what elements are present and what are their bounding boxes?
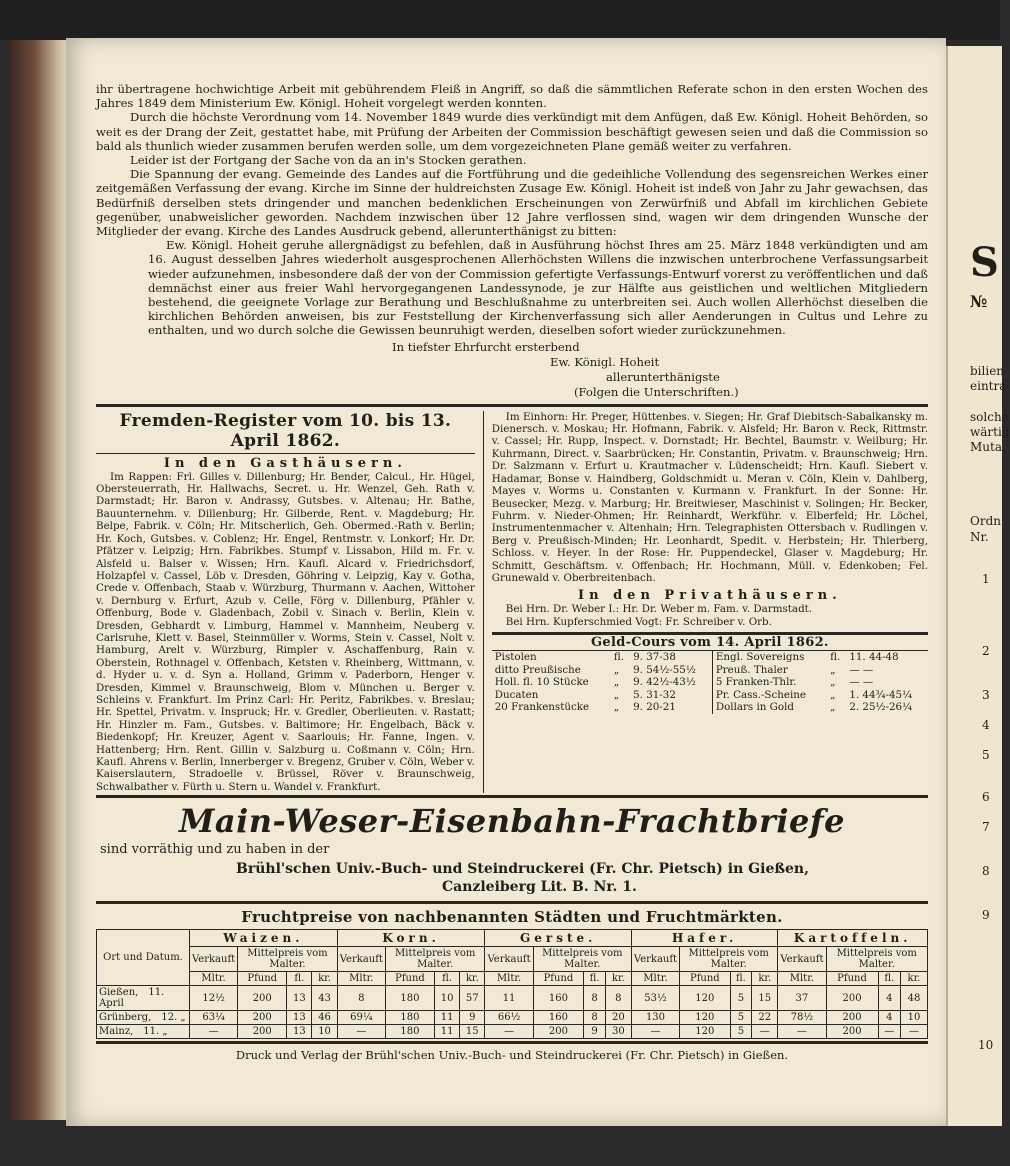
next-page-number: 9	[982, 908, 990, 922]
next-page-number: 10	[978, 1038, 994, 1052]
mittelpreis-header: Mittelpreis vom Malter.	[533, 947, 631, 972]
datum: 12. „	[161, 1012, 186, 1024]
ort-datum-cell	[97, 1011, 190, 1025]
unit-header: kr.	[752, 972, 778, 986]
book-spine-edge	[10, 40, 70, 1120]
price-cell: 11	[485, 986, 533, 1011]
geld-cell: fl.	[613, 651, 625, 664]
grain-header: Waizen.	[190, 930, 338, 947]
section-divider	[96, 1041, 928, 1044]
geld-row	[492, 664, 928, 677]
fremden-left-text: Im Rappen: Frl. Gilles v. Dillenburg; Hr. Bender, Calcul., Hr. Hügel, Obersteuerrath, Hr. Hallwachs, Secret. u. Hr. Wenzel, Geh. Rath v. Darmstadt; Hr. Baron v. Andrassy, Gutsbes. v. Altenau; Hr. Bathe, Bauunternehm. v. Dillenburg; Hr. Gilberde, Rent. v. Magdeburg; Hr. Belpe, Fabrik. v. Cöln; Hr. Mitscherlich, Geh. Obermed.-Rath v. Berlin; Hr. Koch, Gutsbes. v. Coblenz; Hr. Engel, Rentmstr. v. Lonkorf; Hr. Dr. Pfätzer v. Leipzig; Hrn. Fabrikbes. Stumpf v. Lissabon, Hild m. Fr. v. Alsfeld u. Balser v. Wissen; Hrn. Kaufl. Alcard v. Friedrichsdorf, Holzapfel v. Cassel, Löb v. Dresden, Göhring v. Leipzig, Kay v. Gotha, Crede v. Offenbach, Staab v. Würzburg, Thurmann v. Aachen, Wittoher v. Dernburg v. Erfurt, Azub v. Celle, Förg v. Dillenburg, Pfähler v. Offenburg, Bode v. Gladenbach, Zobil v. Sinach v. Berlin, Klein v. Dresden, Gebhardt v. Limburg, Hammel v. Mannheim, Neuberg v. Carlsruhe, Klett v. Basel, Steinmüller v. Worms, Stein v. Cassel, Nolt v. Hamburg, Arelt v. Würzburg, Rimpler v. Aschaffenburg, Rain v. Oberstein, Rothnagel v. Offenbach, Ketsten v. Rheinberg, Wittmann, v. d. Hyder u. v. d. Syn a. Holland, Grimm v. Paderborn, Henger v. Dresden, Kimmel v. Braunschweig, Blom v. München u. Berger v. Schleins v. Frankfurt. Im Prinz Carl: Hr. Peritz, Fabrikbes. v. Breslau; Hr. Spettel, Privatm. v. Inspruck; Hr. v. Gredler, Oberlieuten. v. Rastatt; Hr. Hinzler m. Fam., Gutsbes. v. Baltimore; Hr. Engelbach, Bäck v. Biedenkopf; Hr. Kreuzer, Agent v. Saarlouis; Hr. Fanne, Ingen. v. Hattenberg; Hrn. Rent. Gillin v. Salzburg u. Coßmann v. Cöln; Hrn. Kaufl. Ahrens v. Berlin, Innerberger v. Bregenz, Gruber v. Cöln, Weber v. Kaiserslautern, Stradoelle v. Brüssel, Röver v. Braunschweig, Schwalbather v. Fürth u. Stern u. Wandel v. Frankfurt.	[96, 470, 475, 793]
next-page-text: Ordn	[970, 514, 1001, 528]
advertisement	[96, 802, 928, 895]
next-page-big-letter: S	[970, 239, 999, 286]
geld-cell: Pistolen	[494, 651, 537, 664]
imprint-footer: Druck und Verlag der Brühl'schen Univ.-Buch- und Steindruckerei (Fr. Chr. Pietsch) in Gießen.	[235, 1048, 789, 1063]
next-page-number: 1	[982, 572, 990, 586]
geld-cell: „	[830, 663, 836, 676]
fremden-subtitle: In den Gasthäusern.	[163, 455, 407, 471]
body-paragraph: Durch die höchste Verordnung vom 14. November 1849 wurde dies verkündigt mit dem Anfügen, daß Ew. Königl. Hoheit Behörden, so weit es der Drang der Zeit, gestattet habe, mit Prüfung der Arbeiten der Commission beschäftigt gewesen seien und daß die Commission so bald als thunlich wieder zusammen berufen werden solle, um dem vorgezeichneten Plane gemäß weiter zu verfahren.	[96, 110, 928, 153]
fruit-row	[97, 1025, 928, 1039]
geld-cell: 20 Frankenstücke	[494, 701, 590, 714]
section-divider	[96, 404, 928, 407]
geld-row	[492, 689, 928, 702]
mittelpreis-header: Mittelpreis vom Malter.	[826, 947, 928, 972]
price-cell: 15	[752, 986, 778, 1011]
price-cell: 200	[826, 1011, 878, 1025]
next-page-text: Muta	[970, 440, 1002, 454]
fremden-title: Fremden-Register vom 10. bis 13. April 1862.	[119, 410, 452, 451]
price-cell: 37	[778, 986, 826, 1011]
price-cell: 48	[901, 986, 928, 1011]
geld-cell: 5 Franken-Thlr.	[712, 676, 827, 689]
signature-line: (Folgen die Unterschriften.)	[574, 384, 739, 399]
unit-header: Pfund	[533, 972, 584, 986]
fruit-row	[97, 1011, 928, 1025]
price-cell: 120	[680, 1025, 731, 1039]
geld-row	[492, 651, 928, 664]
price-cell: 200	[238, 1011, 287, 1025]
signature-block	[96, 340, 928, 400]
geld-cell: 2. 25½-26¼	[849, 701, 913, 714]
price-cell: 180	[385, 986, 434, 1011]
next-page-no-mark: №	[970, 292, 988, 311]
verkauft-header: Verkauft	[631, 947, 679, 972]
next-page-number: 8	[982, 864, 990, 878]
price-cell: 5	[730, 1011, 752, 1025]
fremden-left-column	[96, 411, 484, 794]
price-cell: 8	[584, 1011, 606, 1025]
price-cell: 8	[605, 986, 631, 1011]
geld-cell: „	[830, 676, 836, 689]
verkauft-header: Verkauft	[778, 947, 826, 972]
price-cell: 13	[287, 1011, 312, 1025]
price-cell: 5	[730, 1025, 752, 1039]
price-cell: 57	[460, 986, 485, 1011]
divider	[96, 453, 475, 454]
price-cell: 63¼	[190, 1011, 238, 1025]
ort-datum-cell	[97, 986, 190, 1011]
price-cell: 43	[312, 986, 337, 1011]
unit-header: kr.	[901, 972, 928, 986]
geld-cell: „	[830, 701, 836, 714]
grain-header: Gerste.	[485, 930, 631, 947]
datum: 11. April	[99, 987, 165, 1010]
price-cell: 11	[435, 1011, 460, 1025]
verkauft-header: Verkauft	[190, 947, 238, 972]
next-page-text: wärtig	[970, 425, 1010, 439]
fruit-prices-title: Fruchtpreise von nachbenannten Städten und Fruchtmärkten.	[241, 908, 783, 927]
geld-cell: Holl. fl. 10 Stücke	[494, 676, 589, 689]
ad-title: Main-Weser-Eisenbahn-Frachtbriefe	[178, 802, 846, 841]
price-cell: 8	[337, 986, 385, 1011]
verkauft-header: Verkauft	[337, 947, 385, 972]
fremden-register	[96, 411, 928, 794]
unit-header: kr.	[460, 972, 485, 986]
mittelpreis-header: Mittelpreis vom Malter.	[680, 947, 778, 972]
private-house-line: Bei Hrn. Dr. Weber I.: Hr. Dr. Weber m. Fam. v. Darmstadt.	[505, 603, 813, 616]
unit-header: Mltr.	[631, 972, 679, 986]
fremden-right-text: Im Einhorn: Hr. Preger, Hüttenbes. v. Siegen; Hr. Graf Diebitsch-Sabalkansky m. Dienersch. v. Moskau; Hr. Hofmann, Fabrik. v. Alsfeld; Hr. Baron v. Reck, Rittmstr. v. Cassel; Hr. Rupp, Inspect. v. Dornstadt; Hr. Bechtel, Baumstr. v. Weilburg; Hr. Kuhrmann, Direct. v. Saarbrücken; Hr. Constantin, Privatm. v. Braunschweig; Hrn. Dr. Salzmann v. Erfurt u. Krautmacher v. Lüdenscheidt; Hrn. Kaufl. Siebert v. Hadamar, Bonse v. Haindberg, Goldschmidt u. Meran v. Cöln, Klein v. Dahlberg, Mayes v. Worms u. Constanten v. Kurmann v. Frankfurt. In der Sonne: Hr. Beusecker, Mezg. v. Marburg; Hr. Breitwieser, Maschinist v. Solingen; Hr. Becker, Fuhrm. v. Nieder-Ohmen; Hr. Reinhardt, Werkführ. v. Elberfeld; Hr. Löchel, Instrumentenmacher v. Altenhain; Hrn. Telegraphisten Ottersbach v. Rudlingen v. Berg v. Preußisch-Minden; Hr. Leonhardt, Spedit. v. Herbstein; Hr. Thierberg, Schloss. v. Heyer. In der Rose: Hr. Puppendeckel, Glaser v. Magdeburg; Hr. Schmitt, Geschäftsm. v. Offenbach; Hr. Hochmann, Müll. v. Edenkoben; Fel. Grunewald v. Oberbreitenbach.	[491, 410, 928, 584]
price-cell: 4	[878, 986, 900, 1011]
body-paragraph: Leider ist der Fortgang der Sache von da an in's Stocken gerathen.	[130, 153, 527, 168]
fruit-prices-table	[96, 929, 928, 1039]
price-cell: —	[778, 1025, 826, 1039]
geld-cell: ditto Preußische	[494, 663, 581, 676]
ort-name: Grünberg,	[99, 1012, 152, 1024]
unit-header: Mltr.	[778, 972, 826, 986]
signature-line: Ew. Königl. Hoheit	[550, 354, 660, 369]
next-page-number: 3	[982, 688, 990, 702]
geld-cell: „	[830, 688, 836, 701]
unit-header: Pfund	[826, 972, 878, 986]
section-divider	[96, 795, 928, 798]
price-cell: 200	[238, 986, 287, 1011]
next-page-number: 6	[982, 790, 990, 804]
price-cell: 12½	[190, 986, 238, 1011]
grain-header: Hafer.	[631, 930, 777, 947]
geld-cell: 9. 54½-55½	[633, 663, 696, 676]
price-cell: 180	[385, 1025, 434, 1039]
price-cell: 53½	[631, 986, 679, 1011]
geld-row	[492, 701, 928, 714]
fruit-row	[97, 986, 928, 1011]
geld-cell: „	[613, 701, 620, 714]
geld-cell: 9. 42½-43½	[633, 676, 696, 689]
next-page-text: bilien	[970, 364, 1005, 378]
geld-cours-title: Geld-Cours vom 14. April 1862.	[591, 635, 829, 651]
price-cell: 200	[238, 1025, 287, 1039]
unit-header: Mltr.	[190, 972, 238, 986]
price-cell: —	[752, 1025, 778, 1039]
geld-cours-table	[492, 651, 928, 714]
price-cell: 200	[826, 1025, 878, 1039]
geld-cell: Ducaten	[494, 688, 539, 701]
price-cell: 4	[878, 1011, 900, 1025]
unit-header: Mltr.	[337, 972, 385, 986]
section-divider	[96, 901, 928, 904]
body-paragraph: ihr übertragene hochwichtige Arbeit mit gebührendem Fleiß in Angriff, so daß die sämmtlichen Referate schon in den ersten Wochen des Jahres 1849 dem Ministerium Ew. Königl. Hoheit vorgelegt werden konnten.	[96, 82, 928, 111]
unit-header: Mltr.	[485, 972, 533, 986]
next-page-number: 2	[982, 644, 990, 658]
price-cell: 120	[680, 1011, 731, 1025]
price-cell: 30	[605, 1025, 631, 1039]
body-paragraph: Die Spannung der evang. Gemeinde des Landes auf die Fortführung und die gedeihliche Vollendung des segensreichen Werkes einer zeitgemäßen Verfassung der evang. Kirche im Sinne der huldreichsten Zusage Ew. Königl. Hoheit ist indeß von Jahr zu Jahr gewachsen, das Bedürfniß derselben stets dringender und manchen bedenklichen Erscheinungen von Zerwürfniß und Abfall im kirchlichen Gebiete gegenüber, unabweislicher geworden. Nachdem inzwischen über 12 Jahre verflossen sind, wagen wir dem dringenden Wunsche der Mitglieder der evang. Kirche des Landes Ausdruck gebend, allerunterthänigst zu bitten:	[96, 167, 928, 239]
signature-line: In tiefster Ehrfurcht ersterbend	[392, 339, 580, 354]
signature-line: allerunterthänigste	[606, 369, 720, 384]
price-cell: —	[337, 1025, 385, 1039]
unit-header: fl.	[584, 972, 606, 986]
datum: 11. „	[143, 1026, 168, 1038]
price-cell: 20	[605, 1011, 631, 1025]
unit-header: fl.	[287, 972, 312, 986]
ort-name: Gießen,	[99, 987, 139, 999]
geld-cell: 1. 44¾-45¼	[849, 688, 913, 701]
geld-cell: 9. 37-38	[633, 651, 676, 664]
adjacent-page	[946, 46, 1010, 1126]
price-cell: 69¼	[337, 1011, 385, 1025]
price-cell: 78½	[778, 1011, 826, 1025]
price-cell: 160	[533, 986, 584, 1011]
price-cell: 10	[901, 1011, 928, 1025]
unit-header: fl.	[730, 972, 752, 986]
price-cell: 180	[385, 1011, 434, 1025]
next-page-number: 4	[982, 718, 990, 732]
geld-cell: Preuß. Thaler	[712, 664, 827, 677]
geld-row	[492, 676, 928, 689]
ad-line: sind vorräthig und zu haben in der	[100, 842, 330, 858]
geld-cell: „	[613, 688, 620, 701]
ort-datum-header: Ort und Datum.	[97, 930, 190, 986]
price-cell: 10	[435, 986, 460, 1011]
private-house-line: Bei Hrn. Kupferschmied Vogt: Fr. Schreiber v. Orb.	[505, 615, 772, 628]
price-cell: 22	[752, 1011, 778, 1025]
private-houses-heading: In den Privathäusern.	[578, 588, 842, 604]
unit-header: Pfund	[385, 972, 434, 986]
scan-backdrop	[0, 0, 1000, 40]
geld-cell: fl.	[830, 651, 841, 664]
unit-header: fl.	[435, 972, 460, 986]
price-cell: —	[631, 1025, 679, 1039]
geld-cell: 5. 31-32	[633, 688, 676, 701]
geld-cell: — —	[849, 676, 874, 689]
geld-cell: 9. 20-21	[633, 701, 676, 714]
next-page-text: solche	[970, 410, 1009, 424]
mittelpreis-header: Mittelpreis vom Malter.	[385, 947, 485, 972]
price-cell: 5	[730, 986, 752, 1011]
grain-header: Korn.	[337, 930, 485, 947]
next-page-text: eintra	[970, 379, 1007, 393]
next-page-number: 5	[982, 748, 990, 762]
price-cell: 13	[287, 1025, 312, 1039]
ort-datum-cell	[97, 1025, 190, 1039]
price-cell: 13	[287, 986, 312, 1011]
price-cell: 130	[631, 1011, 679, 1025]
unit-header: kr.	[605, 972, 631, 986]
price-cell: 9	[460, 1011, 485, 1025]
price-cell: —	[878, 1025, 900, 1039]
price-cell: 9	[584, 1025, 606, 1039]
price-cell: 46	[312, 1011, 337, 1025]
geld-cell: Dollars in Gold	[712, 701, 827, 714]
unit-header: Pfund	[680, 972, 731, 986]
grain-header: Kartoffeln.	[778, 930, 928, 947]
ad-line: Brühl'schen Univ.-Buch- und Steindruckerei (Fr. Chr. Pietsch) in Gießen,	[236, 861, 809, 878]
geld-cell: Engl. Sovereigns	[712, 651, 827, 664]
ad-line: Canzleiberg Lit. B. Nr. 1.	[442, 879, 637, 896]
price-cell: 15	[460, 1025, 485, 1039]
page-content	[96, 40, 928, 1062]
price-cell: 10	[312, 1025, 337, 1039]
price-cell: 8	[584, 986, 606, 1011]
unit-header: kr.	[312, 972, 337, 986]
next-page-text: Nr.	[970, 530, 989, 544]
unit-header: fl.	[878, 972, 900, 986]
price-cell: —	[485, 1025, 533, 1039]
geld-cell: „	[613, 676, 620, 689]
next-page-number: 7	[982, 820, 990, 834]
petition-quote: Ew. Königl. Hoheit geruhe allergnädigst zu befehlen, daß in Ausführung höchst Ihres am 25. März 1848 verkündigten und am 16. August desselben Jahres wiederholt ausgesprochenen Allerhöchsten Willens die inzwischen unterbrochene Verfassungsarbeit wieder aufzunehmen, insbesondere daß der von der Commission gefertigte Verfassungs-Entwurf vorerst zu veröffentlichen und daß demnächst einer aus freier Wahl hervorgegangenen Landessynode, je zur Hälfte aus geistlichen und weltlichen Mitgliedern bestehend, die geeignete Vorlage zur Berathung und Beschlußnahme zu unterbreiten sei. Auch wollen Allerhöchst dieselben die kirchlichen Behörden anweisen, bis zur Feststellung der Kirchenverfassung sich aller Aenderungen in Cultus und Lehre zu enthalten, und wo durch solche die Gewissen beunruhigt werden, dieselben sofort wieder zurückzunehmen.	[148, 238, 928, 338]
ort-name: Mainz,	[99, 1026, 134, 1038]
fremden-right-column	[484, 411, 928, 794]
price-cell: 200	[533, 1025, 584, 1039]
mittelpreis-header: Mittelpreis vom Malter.	[238, 947, 338, 972]
geld-cell: — —	[849, 663, 874, 676]
price-cell: —	[190, 1025, 238, 1039]
geld-cell: Pr. Cass.-Scheine	[712, 689, 827, 702]
geld-cell: „	[613, 663, 620, 676]
verkauft-header: Verkauft	[485, 947, 533, 972]
price-cell: 11	[435, 1025, 460, 1039]
price-cell: 200	[826, 986, 878, 1011]
price-cell: 120	[680, 986, 731, 1011]
price-cell: —	[901, 1025, 928, 1039]
price-cell: 66½	[485, 1011, 533, 1025]
geld-cell: 11. 44-48	[849, 651, 899, 664]
price-cell: 160	[533, 1011, 584, 1025]
unit-header: Pfund	[238, 972, 287, 986]
